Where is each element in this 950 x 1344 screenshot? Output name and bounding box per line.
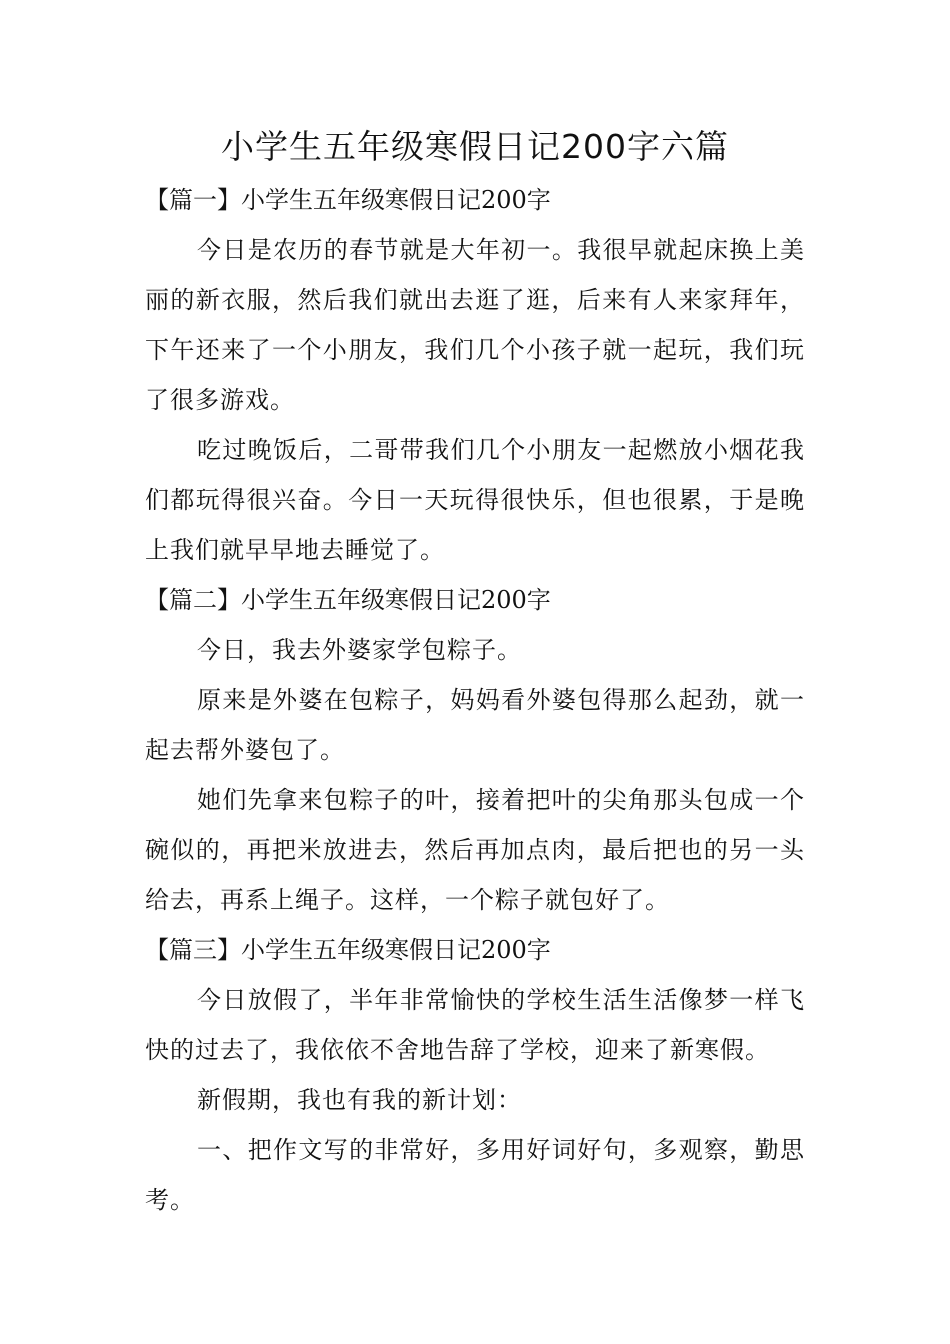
section-1 (145, 175, 805, 575)
paragraph: 她们先拿来包粽子的叶，接着把叶的尖角那头包成一个碗似的，再把米放进去，然后再加点肉，最后把也的另一头给去，再系上绳子。这样，一个粽子就包好了。 (145, 786, 805, 914)
paragraph: 吃过晚饭后，二哥带我们几个小朋友一起燃放小烟花我们都玩得很兴奋。今日一天玩得很快乐，但也很累，于是晚上我们就早早地去睡觉了。 (145, 436, 805, 564)
section-heading: 【篇三】小学生五年级寒假日记200字 (145, 936, 551, 964)
document-title: 小学生五年级寒假日记200字六篇 (221, 127, 729, 166)
section-heading: 【篇二】小学生五年级寒假日记200字 (145, 586, 551, 614)
paragraph: 今日是农历的春节就是大年初一。我很早就起床换上美丽的新衣服，然后我们就出去逛了逛，后来有人来家拜年，下午还来了一个小朋友，我们几个小孩子就一起玩，我们玩了很多游戏。 (145, 236, 805, 414)
paragraph: 一、把作文写的非常好，多用好词好句，多观察，勤思考。 (145, 1136, 805, 1214)
paragraph: 新假期，我也有我的新计划： (197, 1086, 522, 1114)
paragraph: 原来是外婆在包粽子，妈妈看外婆包得那么起劲，就一起去帮外婆包了。 (145, 686, 805, 764)
section-2 (145, 575, 805, 925)
paragraph: 今日，我去外婆家学包粽子。 (197, 636, 522, 664)
section-heading: 【篇一】小学生五年级寒假日记200字 (145, 186, 551, 214)
paragraph: 今日放假了，半年非常愉快的学校生活生活像梦一样飞快的过去了，我依依不舍地告辞了学校，迎来了新寒假。 (145, 986, 805, 1064)
section-3 (145, 925, 805, 1225)
document-body (145, 175, 805, 1225)
